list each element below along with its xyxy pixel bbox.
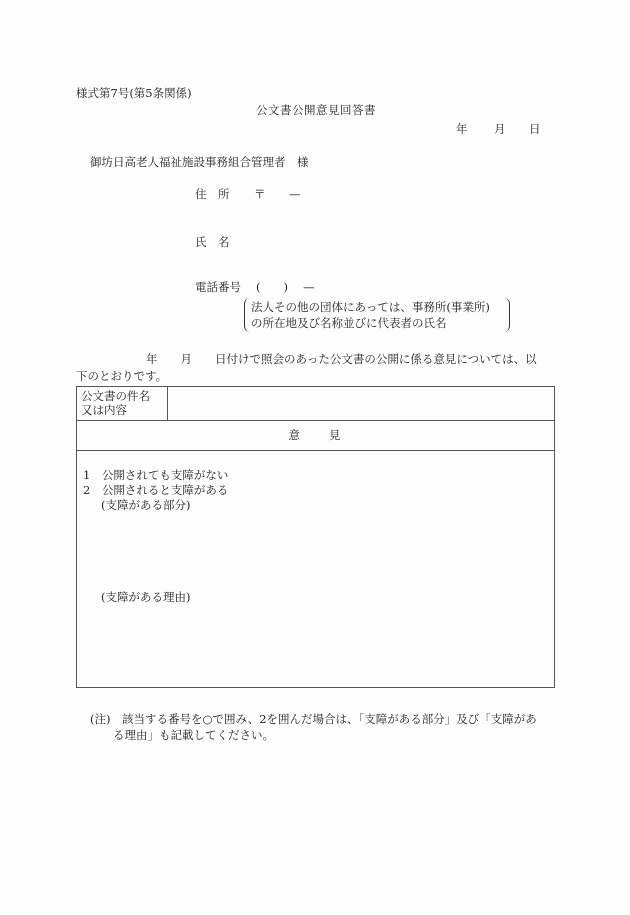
date-day: 日 [529,122,541,136]
address-label: 住 所 [195,187,230,201]
opinion-header: 意 見 [77,421,555,451]
phone-label: 電話番号 [195,280,241,294]
opinion-form-table [76,386,555,688]
postal-mark: 〒 [254,187,266,201]
document-title: 公文書公開意見回答書 [256,103,376,117]
option-objection[interactable]: 2 公開されると支障がある [83,483,229,497]
note-line2: る理由」も記載してください。 [113,728,274,742]
subject-value-field[interactable] [168,387,555,421]
option-no-objection[interactable]: 1 公開されても支障がない [83,468,229,482]
opinion-body-field[interactable] [77,451,555,688]
objection-part-label: (支障がある部分) [101,498,191,512]
addressee: 御坊日高老人福祉施設事務組合管理者 様 [90,155,309,169]
form-number: 様式第7号(第5条関係) [76,86,192,100]
subject-label: 公文書の件名 又は内容 [77,387,168,421]
date-month: 月 [494,122,506,136]
corporate-note-line2: の所在地及び名称並びに代表者の氏名 [251,316,447,330]
phone-format: ( ) — [256,280,315,294]
intro-line2: 下のとおりです。 [76,369,168,383]
name-label: 氏 名 [195,235,230,249]
note-line1: (注) 該当する番号を○で囲み、2を囲んだ場合は、「支障がある部分」及び「支障があ [90,712,537,726]
objection-reason-label: (支障がある理由) [101,590,191,604]
intro-line1: 年 月 日付けで照会のあった公文書の公開に係る意見については、以 [146,352,537,366]
date-year: 年 [456,122,468,136]
corporate-note-line1: 法人その他の団体にあっては、事務所(事業所) [251,300,490,314]
address-dash: — [289,187,301,201]
